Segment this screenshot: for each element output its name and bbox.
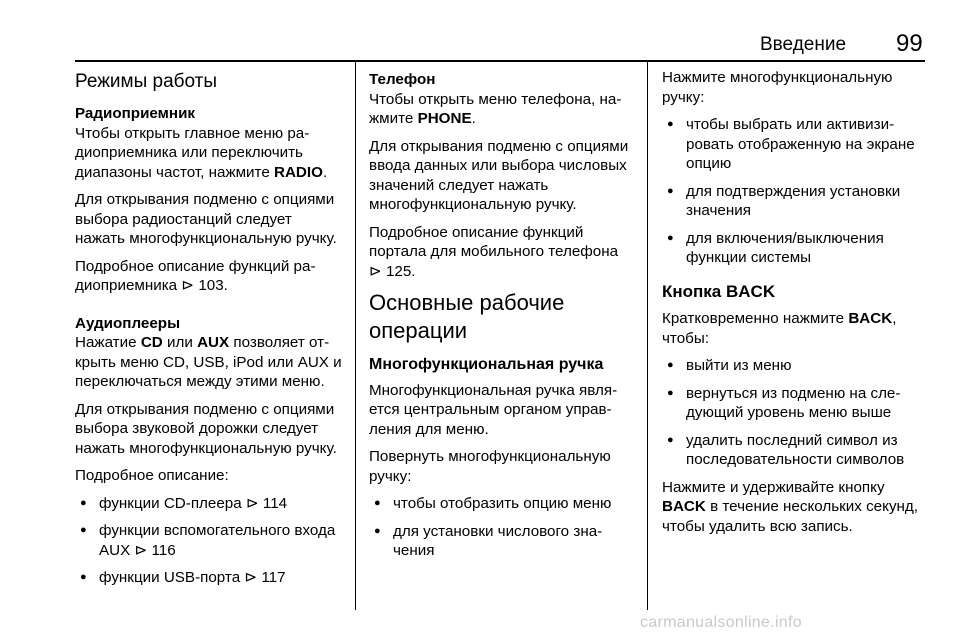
knob-turn-list	[369, 494, 634, 561]
list-item: ● для включения/выключения функции системы	[662, 229, 930, 268]
list-item-text: функции вспомогательного входа AUX	[99, 522, 336, 559]
back-p2-a: Нажмите и удерживайте кнопку	[662, 478, 885, 496]
list-item: ● выйти из меню	[662, 356, 930, 376]
page-ref-link[interactable]: 125.	[385, 262, 416, 280]
subheading-radio: Радиоприемник	[75, 105, 196, 122]
section-title-modes: Режимы работы	[75, 71, 218, 92]
phone-paragraph-2: Для открывания подменю с опциями ввода данных или выбора числовых значений следует нажать многофункциональную ручку.	[369, 137, 629, 213]
radio-button-label: RADIO	[274, 163, 323, 181]
knob-paragraph-2: Повернуть многофункциональную ручку:	[369, 448, 611, 485]
column-3	[662, 60, 930, 544]
cd-button-label: CD	[140, 334, 163, 351]
radio-paragraph-1	[75, 124, 345, 183]
press-knob-paragraph: Нажмите многофункциональную ручку:	[662, 69, 893, 106]
chapter-title: Введение	[760, 34, 847, 55]
back-button-label: BACK	[848, 310, 893, 327]
audio-paragraph-2: Для открывания подменю с опциями выбора звуковой дорожки следует нажать многофункциональную ручку.	[75, 400, 337, 457]
ref-arrow-icon: ⊳	[134, 541, 148, 559]
list-item: ● чтобы выбрать или активизировать отображенную на экране опцию	[662, 115, 930, 174]
column-2	[369, 60, 634, 569]
audio-p1-c: позволяет открыть меню CD, USB, iPod или AUX и переключаться между этими меню.	[75, 334, 342, 390]
column-divider-2	[647, 62, 648, 610]
audio-function-list	[75, 494, 345, 588]
list-item: ● для подтверждения установки значения	[662, 182, 930, 221]
phone-paragraph-1	[369, 90, 634, 129]
list-item	[75, 521, 345, 560]
subheading-audio: Аудиоплееры	[75, 314, 181, 332]
press-knob-list	[662, 115, 930, 268]
back-p1-tail: , чтобы:	[662, 310, 897, 347]
knob-paragraph-1: Многофункциональная ручка является центральным органом управления для меню.	[369, 381, 618, 438]
column-divider-1	[355, 62, 356, 610]
section-title-basic-operations: Основные рабочие операции	[369, 290, 565, 343]
page-ref-link[interactable]: 116	[151, 541, 176, 559]
phone-button-label: PHONE	[417, 110, 472, 127]
subheading-phone: Телефон	[369, 71, 436, 88]
radio-p1-text: Чтобы открыть главное меню радиоприемника или переключить диапазоны частот, нажмите	[75, 124, 310, 181]
list-item	[75, 494, 345, 514]
back-p2-tail: в течение нескольких секунд, чтобы удалить всю запись.	[662, 498, 919, 535]
ref-arrow-icon: ⊳	[244, 569, 258, 586]
back-button-label-2: BACK	[662, 498, 706, 515]
audio-p1-a: Нажатие	[75, 334, 137, 351]
back-paragraph-2	[662, 478, 930, 537]
page-ref-link[interactable]: 114	[262, 494, 288, 512]
list-item: ● для установки числового значения	[369, 522, 634, 561]
phone-p1-tail: .	[471, 110, 476, 127]
page-ref-link[interactable]: 103.	[198, 277, 228, 294]
audio-p1-b: или	[166, 334, 193, 351]
radio-paragraph-3	[75, 257, 345, 296]
radio-p3-text: Подробное описание функций радиоприемника	[75, 257, 316, 294]
list-item	[75, 568, 345, 588]
column-1	[75, 60, 345, 596]
back-p1-a: Кратковременно нажмите	[662, 310, 845, 327]
ref-arrow-icon: ⊳	[181, 277, 195, 294]
aux-button-label: AUX	[197, 334, 230, 351]
footer-watermark: carmanualsonline.info	[640, 614, 802, 631]
list-item: ● удалить последний символ из последовательности символов	[662, 431, 930, 470]
back-paragraph-1	[662, 309, 930, 348]
radio-paragraph-2: Для открывания подменю с опциями выбора радиостанций следует нажать многофункциональную ручку.	[75, 191, 337, 247]
page-number: 99	[896, 30, 923, 57]
back-function-list	[662, 356, 930, 470]
list-item: ● вернуться из подменю на следующий уровень меню выше	[662, 384, 930, 423]
subheading-back: Кнопка BACK	[662, 281, 776, 301]
page-header	[0, 0, 960, 62]
list-item: ● чтобы отобразить опцию меню	[369, 494, 634, 514]
ref-arrow-icon: ⊳	[245, 494, 259, 512]
page-ref-link[interactable]: 117	[261, 569, 286, 586]
radio-p1-tail: .	[322, 163, 328, 181]
audio-paragraph-3: Подробное описание:	[75, 467, 229, 484]
list-item-text: функции CD-плеера	[99, 494, 242, 512]
phone-p1-text: Чтобы открыть меню телефона, нажмите	[369, 90, 622, 127]
phone-p3-text: Подробное описание функций портала для мобильного телефона	[369, 223, 619, 260]
subheading-knob: Многофункциональная ручка	[369, 356, 604, 373]
ref-arrow-icon: ⊳	[369, 262, 382, 280]
audio-paragraph-1	[75, 333, 345, 392]
phone-paragraph-3	[369, 223, 634, 282]
list-item-text: функции USB-порта	[99, 569, 241, 586]
